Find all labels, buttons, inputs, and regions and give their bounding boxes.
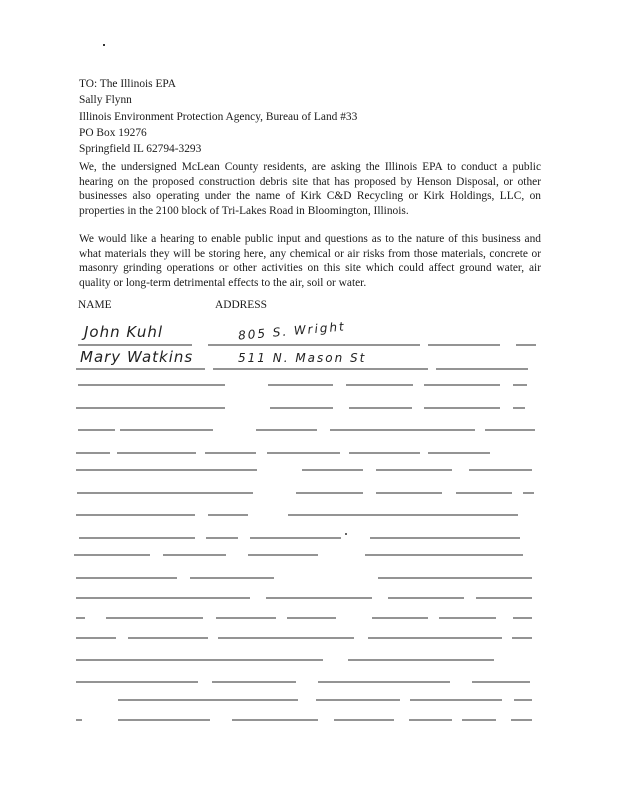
signature-name-2: Mary Watkins: [80, 348, 194, 366]
recipient-line-agency: Illinois Environment Protection Agency, Bureau of Land #33: [79, 110, 358, 123]
recipient-line-city: Springfield IL 62794-3293: [79, 143, 202, 156]
stray-mark: [345, 533, 347, 535]
signature-address-1: 805 S. Wright: [237, 319, 347, 343]
name-column-header: NAME: [78, 299, 112, 311]
recipient-line-to: TO: The Illinois EPA: [79, 78, 176, 90]
signature-name-1: John Kuhl: [84, 323, 163, 341]
address-column-header: ADDRESS: [215, 299, 267, 311]
petition-concerns-paragraph: We would like a hearing to enable public input and questions as to the nature of this business and what materials they will be storing here, any chemical or air risks from those materials, concrete or masonry grinding operations or other activities on this site which could affect ground water, air quality or long-term detrimental effects to the air, soil or water.: [79, 233, 541, 289]
petition-request-paragraph: We, the undersigned McLean County residents, are asking the Illinois EPA to conduct a public hearing on the proposed construction debris site that has proposed by Henson Disposal, or other businesses also operating under the name of Kirk C&D Recycling or Kirk Holdings, LLC, on properties in the 2100 block of Tri-Lakes Road in Bloomington, Illinois.: [79, 161, 541, 217]
signature-address-2: 511 N. Mason St: [238, 351, 367, 365]
recipient-line-pobox: PO Box 19276: [79, 126, 147, 139]
recipient-line-contact: Sally Flynn: [79, 94, 132, 107]
